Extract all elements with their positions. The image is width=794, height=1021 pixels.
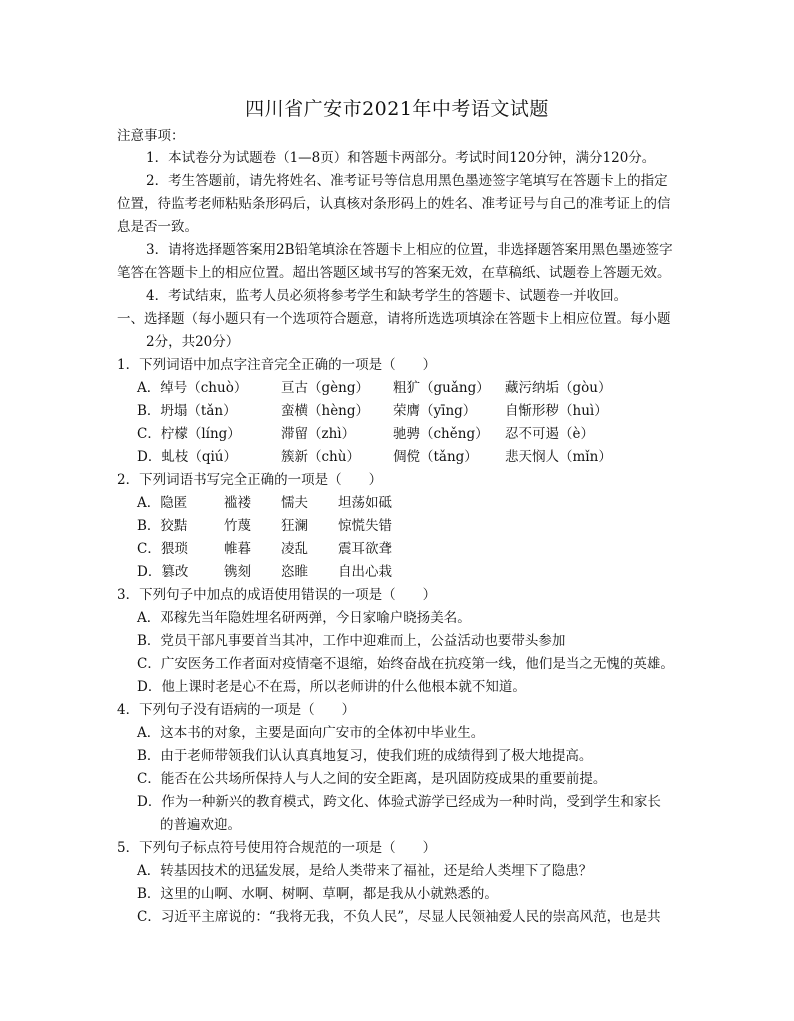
q2-option-cell: 自出心栽 — [338, 564, 392, 580]
q2-option-cell: D．篡改 — [137, 564, 189, 580]
notice-item: 2．考生答题前，请先将姓名、准考证号等信息用黑色墨迹签字笔填写在答题卡上的指定 — [146, 173, 668, 189]
q3-option: B．党员干部凡事要首当其冲，工作中迎难而上，公益活动也要带头参加 — [137, 633, 566, 649]
q5-option: C．习近平主席说的：“我将无我，不负人民”，尽显人民领袖爱人民的崇高风范，也是共 — [137, 909, 661, 925]
q2-option-cell: 镌刻 — [224, 564, 251, 580]
q4-option: D．作为一种新兴的教育模式，跨文化、体验式游学已经成为一种时尚，受到学生和家长 — [137, 794, 661, 810]
page-title: 四川省广安市2021年中考语文试题 — [245, 98, 549, 120]
notice-heading: 注意事项： — [117, 128, 185, 144]
notice-item: 息是否一致。 — [117, 219, 198, 235]
q2-option-cell: 竹蔑 — [224, 518, 251, 534]
q1-option-cell: 滞留（zhì） — [281, 426, 356, 442]
q1-option-cell: 忍不可遏（è） — [505, 426, 594, 442]
q4-option: C．能否在公共场所保持人与人之间的安全距离，是巩固防疫成果的重要前提。 — [137, 771, 607, 787]
q1-option-cell: A．绰号（chuò） — [137, 380, 248, 396]
q1-option-cell: 倜傥（tǎng） — [393, 449, 478, 465]
q1-option-cell: C．柠檬（líng） — [137, 426, 241, 442]
notice-item: 3．请将选择题答案用2B铅笔填涂在答题卡上相应的位置，非选择题答案用黑色墨迹签字 — [146, 242, 673, 258]
question-stem: 3．下列句子中加点的成语使用错误的一项是（ ） — [117, 587, 437, 603]
q1-option-cell: 亘古（gèng） — [281, 380, 369, 396]
q1-option-cell: D．虬枝（qiú） — [137, 449, 237, 465]
q2-option-cell: 凌乱 — [281, 541, 308, 557]
notice-item: 4．考试结束，监考人员必须将参考学生和缺考学生的答题卡、试题卷一并收回。 — [146, 288, 628, 304]
question-stem: 5．下列句子标点符号使用符合规范的一项是（ ） — [117, 840, 437, 856]
q2-option-cell: 褴褛 — [224, 495, 251, 511]
q3-option: A．邓稼先当年隐姓埋名研两弹，今日家喻户晓扬美名。 — [137, 610, 471, 626]
notice-item: 位置，待监考老师粘贴条形码后，认真核对条形码上的姓名、准考证号与自己的准考证上的信 — [117, 196, 671, 212]
q3-option: C．广安医务工作者面对疫情毫不退缩，始终奋战在抗疫第一线，他们是当之无愧的英雄。 — [137, 656, 674, 672]
q2-option-cell: 狂澜 — [281, 518, 308, 534]
q1-option-cell: 荣膺（yīng） — [393, 403, 477, 419]
q1-option-cell: 蛮横（hèng） — [281, 403, 370, 419]
question-stem: 4．下列句子没有语病的一项是（ ） — [117, 702, 356, 718]
section-heading: 一、选择题（每小题只有一个选项符合题意，请将所选选项填涂在答题卡上相应位置。每小题 — [117, 311, 671, 327]
q2-option-cell: C．猥琐 — [137, 541, 188, 557]
q1-option-cell: 簇新（chù） — [281, 449, 360, 465]
q1-option-cell: B．坍塌（tǎn） — [137, 403, 237, 419]
q1-option-cell: 悲天悯人（mǐn） — [505, 449, 612, 465]
q3-option: D．他上课时老是心不在焉，所以老师讲的什么他根本就不知道。 — [137, 679, 526, 695]
q1-option-cell: 藏污纳垢（gòu） — [505, 380, 612, 396]
q1-option-cell: 驰骋（chěng） — [393, 426, 489, 442]
q5-option: A．转基因技术的迅猛发展，是给人类带来了福祉，还是给人类埋下了隐患？ — [137, 863, 593, 879]
q2-option-cell: B．狡黠 — [137, 518, 188, 534]
notice-item: 笔答在答题卡上的相应位置。超出答题区域书写的答案无效，在草稿纸、试题卷上答题无效。 — [117, 265, 671, 281]
q2-option-cell: 惊慌失错 — [338, 518, 392, 534]
notice-item: 1．本试卷分为试题卷（1—8页）和答题卡两部分。考试时间120分钟，满分120分。 — [146, 150, 656, 166]
q1-option-cell: 自惭形秽（huì） — [505, 403, 608, 419]
q2-option-cell: A．隐匿 — [137, 495, 188, 511]
q2-option-cell: 帷暮 — [224, 541, 251, 557]
q4-option: B．由于老师带领我们认认真真地复习，使我们班的成绩得到了极大地提高。 — [137, 748, 593, 764]
question-stem: 2．下列词语书写完全正确的一项是（ ） — [117, 472, 383, 488]
q4-option-cont: 的普遍欢迎。 — [160, 817, 241, 833]
q2-option-cell: 震耳欲聋 — [338, 541, 392, 557]
q1-option-cell: 粗犷（guǎng） — [393, 380, 490, 396]
q2-option-cell: 恣睢 — [281, 564, 308, 580]
q2-option-cell: 懦夫 — [281, 495, 308, 511]
question-stem: 1．下列词语中加点字注音完全正确的一项是（ ） — [117, 357, 437, 373]
q2-option-cell: 坦荡如砥 — [338, 495, 392, 511]
section-heading-cont: 2分，共20分） — [146, 334, 240, 350]
q5-option: B．这里的山啊、水啊、树啊、草啊，都是我从小就熟悉的。 — [137, 886, 498, 902]
q4-option: A．这本书的对象，主要是面向广安市的全体初中毕业生。 — [137, 725, 485, 741]
